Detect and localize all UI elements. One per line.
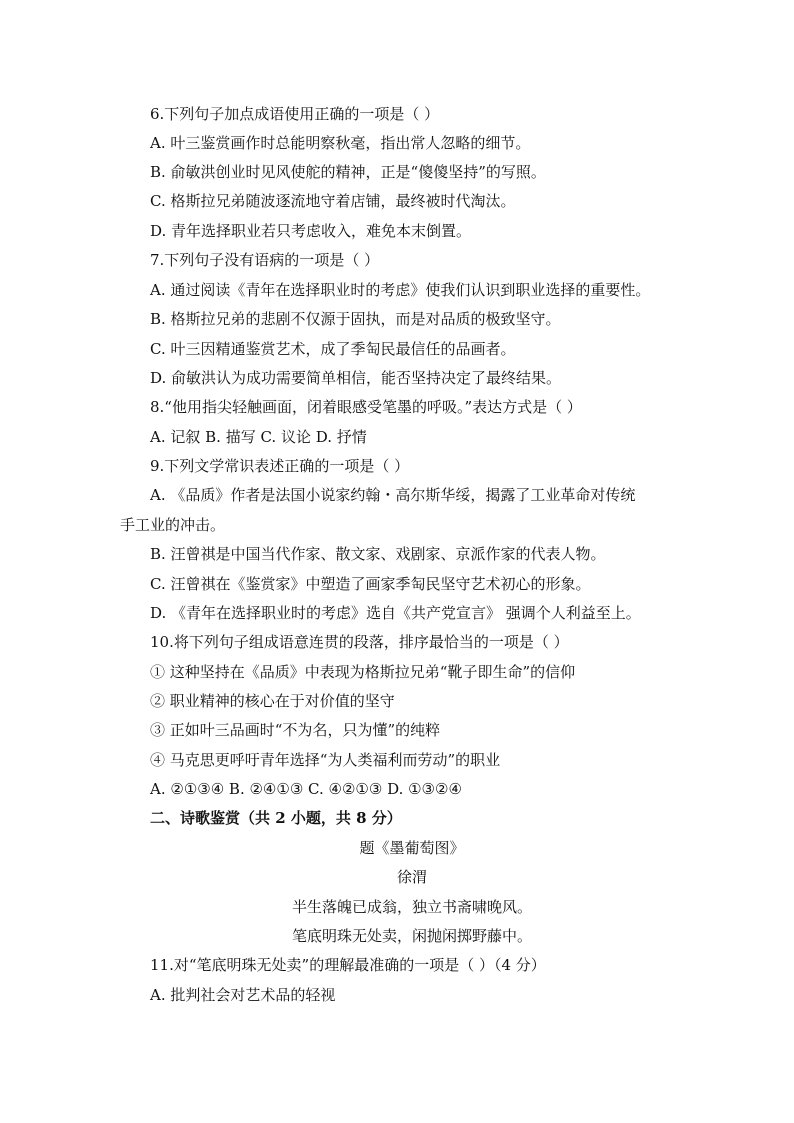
question-9-option-c: C. 汪曾祺在《鉴赏家》中塑造了画家季匋民坚守艺术初心的形象。: [150, 575, 591, 593]
question-9-stem: 9.下列文学常识表述正确的一项是（ ）: [150, 457, 410, 475]
question-7-option-b: B. 格斯拉兄弟的悲剧不仅源于固执，而是对品质的极致坚守。: [150, 310, 561, 328]
question-9-option-b: B. 汪曾祺是中国当代作家、散文家、戏剧家、京派作家的代表人物。: [150, 545, 606, 563]
question-9-option-a: A. 《品质》作者是法国小说家约翰・高尔斯华绥，揭露了工业革命对传统: [150, 486, 636, 504]
question-10-sentence-3: ③ 正如叶三品画时“不为名，只为懂”的纯粹: [150, 721, 441, 739]
question-9-option-a-continued: 手工业的冲击。: [120, 516, 226, 534]
poem-line-2: 笔底明珠无处卖，闲抛闲掷野藤中。: [291, 927, 532, 945]
poem-author: 徐渭: [396, 868, 427, 886]
poem-line-1: 半生落魄已成翁，独立书斋啸晚风。: [291, 898, 532, 916]
section-2-heading: 二、诗歌鉴赏（共 2 小题，共 8 分）: [150, 809, 402, 827]
question-10-sentence-2: ② 职业精神的核心在于对价值的坚守: [150, 692, 395, 710]
question-6-option-b: B. 俞敏洪创业时见风使舵的精神，正是“傻傻坚持”的写照。: [150, 163, 546, 181]
question-7-stem: 7.下列句子没有语病的一项是（ ）: [150, 251, 380, 269]
question-9-option-d: D. 《青年在选择职业时的考虑》选自《共产党宣言》 强调个人利益至上。: [150, 604, 641, 622]
question-6-stem: 6.下列句子加点成语使用正确的一项是（ ）: [150, 105, 440, 123]
question-10-stem: 10.将下列句子组成语意连贯的段落，排序最恰当的一项是（ ）: [150, 633, 569, 651]
question-7-option-c: C. 叶三因精通鉴赏艺术，成了季匋民最信任的品画者。: [150, 340, 516, 358]
question-6-option-c: C. 格斯拉兄弟随波逐流地守着店铺，最终被时代淘汰。: [150, 192, 516, 210]
question-10-sentence-4: ④ 马克思更呼吁青年选择“为人类福利而劳动”的职业: [150, 751, 501, 769]
question-7-option-a: A. 通过阅读《青年在选择职业时的考虑》使我们认识到职业选择的重要性。: [150, 281, 651, 299]
question-11-stem: 11.对“笔底明珠无处卖”的理解最准确的一项是（ ）（4 分）: [150, 956, 546, 974]
question-10-sentence-1: ① 这种坚持在《品质》中表现为格斯拉兄弟“靴子即生命”的信仰: [150, 663, 576, 681]
question-7-option-d: D. 俞敏洪认为成功需要简单相信，能否坚持决定了最终结果。: [150, 369, 562, 387]
question-10-options: A. ②①③④ B. ②④①③ C. ④②①③ D. ①③②④: [150, 780, 462, 798]
question-8-stem: 8.“他用指尖轻触画面，闭着眼感受笔墨的呼吸。”表达方式是（ ）: [150, 398, 582, 416]
question-8-options: A. 记叙 B. 描写 C. 议论 D. 抒情: [150, 428, 367, 446]
poem-title: 题《墨葡萄图》: [359, 839, 465, 857]
question-11-option-a: A. 批判社会对艺术品的轻视: [150, 986, 336, 1004]
question-6-option-d: D. 青年选择职业若只考虑收入，难免本末倒置。: [150, 222, 472, 240]
question-6-option-a: A. 叶三鉴赏画作时总能明察秋毫，指出常人忽略的细节。: [150, 134, 531, 152]
